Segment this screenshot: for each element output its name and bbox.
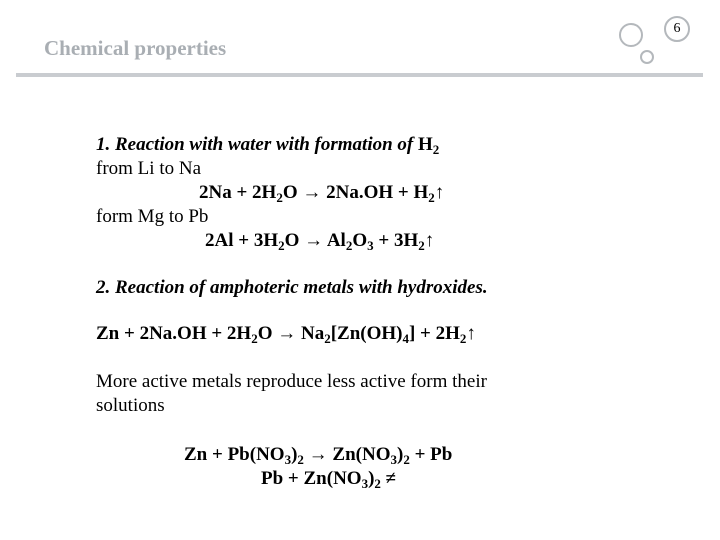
decorative-circle-large bbox=[619, 23, 643, 47]
paragraph-active-metals-line1: More active metals reproduce less active form their bbox=[96, 371, 487, 392]
equation-zinc-hydroxide: $Zn + 2Na.OH + 2H_2O \to Na_2[Zn(OH)_4]$ + $2H_2↑$ bbox=[96, 323, 476, 346]
slide-number: 6 bbox=[664, 16, 690, 42]
heading-amphoteric-metals: 2. Reaction of amphoteric metals with hydroxides. bbox=[96, 277, 488, 298]
heading-formula: $H_2$ bbox=[418, 134, 440, 157]
equation-zinc-lead-nitrate: $Zn + Pb(NO_3)_2 \to Zn(NO_3)_2 + Pb$ bbox=[184, 444, 453, 467]
equation-lead-zinc-nitrate: $Pb + Zn(NO_3)_2$ ≠ bbox=[261, 468, 397, 491]
range-mg-pb: form Mg to Pb bbox=[96, 206, 209, 227]
range-li-na: from Li to Na bbox=[96, 158, 202, 179]
slide-title: Chemical properties bbox=[44, 36, 227, 60]
decorative-circle-small bbox=[640, 50, 654, 64]
title-rule bbox=[16, 73, 703, 77]
equation-sodium-water: $2Na + 2H_2O \to 2Na.OH$ + $H_2↑$ bbox=[199, 182, 445, 205]
heading-text: 1. Reaction with water with formation of bbox=[96, 134, 414, 155]
paragraph-active-metals-line2: solutions bbox=[96, 395, 165, 416]
equation-aluminium-water: $2Al + 3H_2O \to Al_2O_3$ + $3H_2↑$ bbox=[205, 230, 435, 253]
heading-reaction-with-water bbox=[96, 133, 439, 157]
